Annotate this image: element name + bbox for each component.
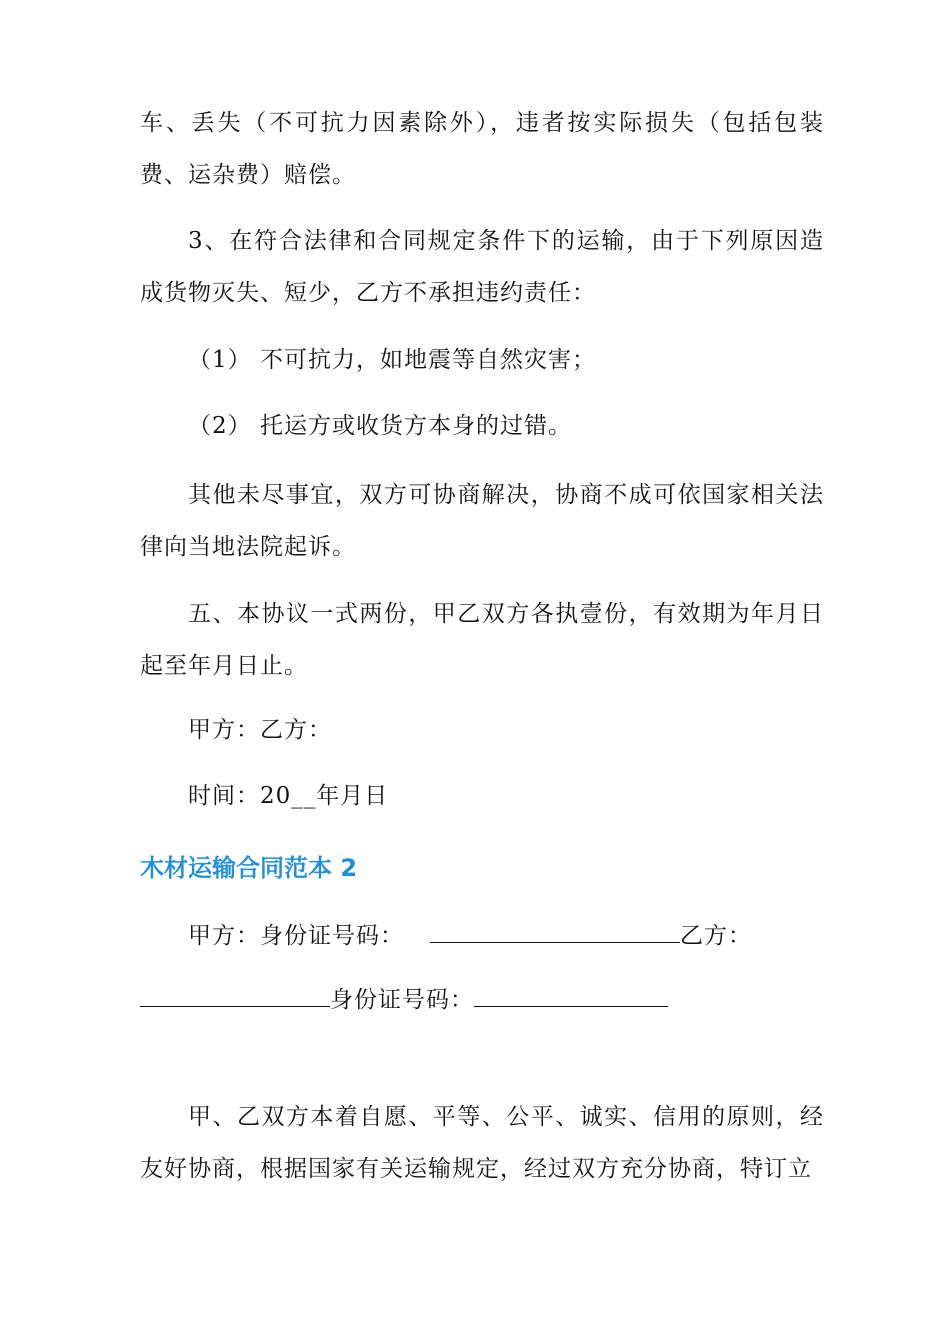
party-a-id-label: 甲方：身份证号码： (188, 923, 404, 949)
party-b-id-row (140, 974, 668, 1026)
signature-parties-line: 甲方：乙方： (188, 717, 332, 743)
paragraph-exemption-clause: 3、在符合法律和合同规定条件下的运输，由于下列原因造 成货物灭失、短少，乙方不承担违约责任： (140, 228, 824, 306)
paragraph-dispute-resolution: 其他未尽事宜，双方可协商解决，协商不成可依国家相关法律向当地法院起诉。 (140, 482, 824, 560)
list-item-shipper-fault: （2） 托运方或收货方本身的过错。 (188, 413, 572, 439)
party-b-id-label: 身份证号码： (330, 987, 474, 1013)
paragraph-copies-validity: 五、本协议一式两份，甲乙双方各执壹份，有效期为年月日起至年月日止。 (140, 601, 824, 679)
party-a-id-row (188, 910, 752, 962)
signature-time-line: 时间：20__年月日 (188, 783, 389, 809)
section-heading: 木材运输合同范本 2 (140, 854, 358, 882)
party-b-label: 乙方： (680, 923, 752, 949)
party-b-id-blank (474, 982, 668, 1007)
paragraph-contract-preamble: 甲、乙双方本着自愿、平等、公平、诚实、信用的原则，经友好协商，根据国家有关运输规定，经过双方充分协商，特订立 (140, 1104, 824, 1182)
paragraph-loss-compensation: 车、丢失（不可抗力因素除外），违者按实际损失（包括包装费、运杂费）赔偿。 (140, 110, 824, 188)
party-a-id-blank (430, 918, 680, 943)
party-b-name-blank (140, 982, 330, 1007)
list-item-force-majeure: （1） 不可抗力，如地震等自然灾害； (188, 347, 596, 373)
